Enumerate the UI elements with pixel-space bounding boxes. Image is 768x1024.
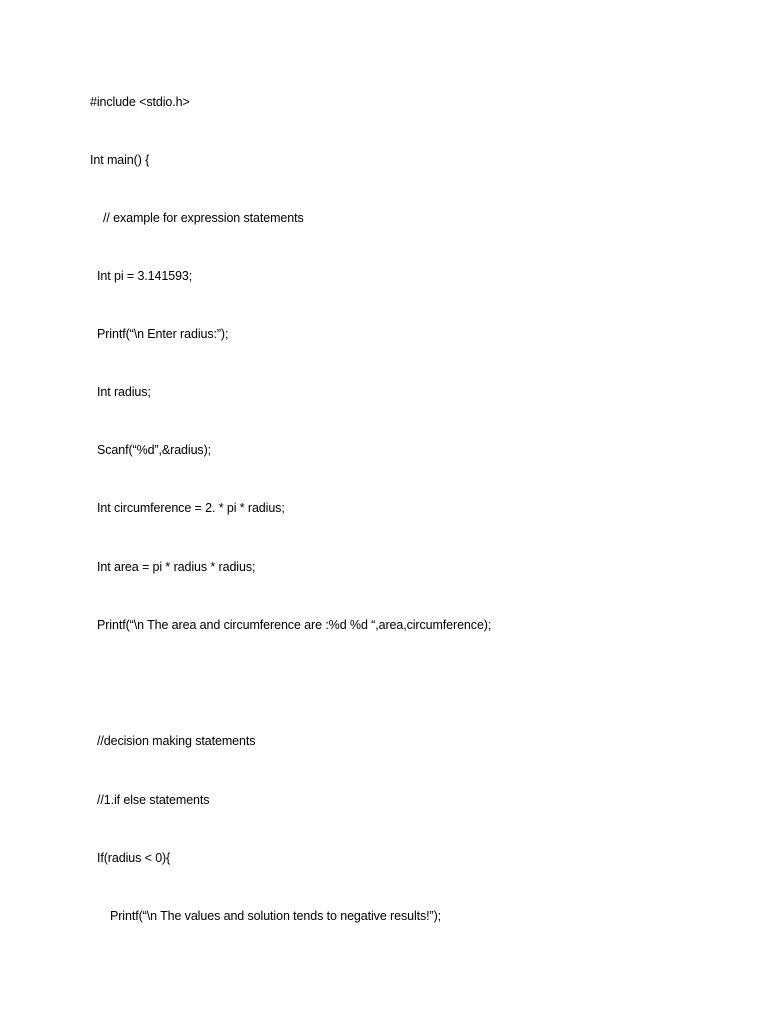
code-line-area: Int area = pi * radius * radius; [97, 560, 256, 574]
code-line-printf-enter-radius: Printf(“\n Enter radius:”); [97, 327, 229, 341]
code-line-printf-negative: Printf(“\n The values and solution tends to negative results!”); [110, 909, 442, 923]
code-line-scanf: Scanf(“%d”,&radius); [97, 443, 212, 457]
code-line-comment-decision: //decision making statements [97, 734, 256, 748]
code-line-radius-declaration: Int radius; [97, 385, 151, 399]
code-line-include: #include <stdio.h> [90, 95, 190, 109]
code-line-circumference: Int circumference = 2. * pi * radius; [97, 501, 285, 515]
code-line-main: Int main() { [90, 153, 150, 167]
code-line-printf-results: Printf(“\n The area and circumference are :%d %d “,area,circumference); [97, 618, 492, 632]
code-line-comment-if-else: //1.if else statements [97, 793, 210, 807]
code-line-comment-expression: // example for expression statements [103, 211, 304, 225]
code-line-pi: Int pi = 3.141593; [97, 269, 193, 283]
code-line-if-condition: If(radius < 0){ [97, 851, 171, 865]
